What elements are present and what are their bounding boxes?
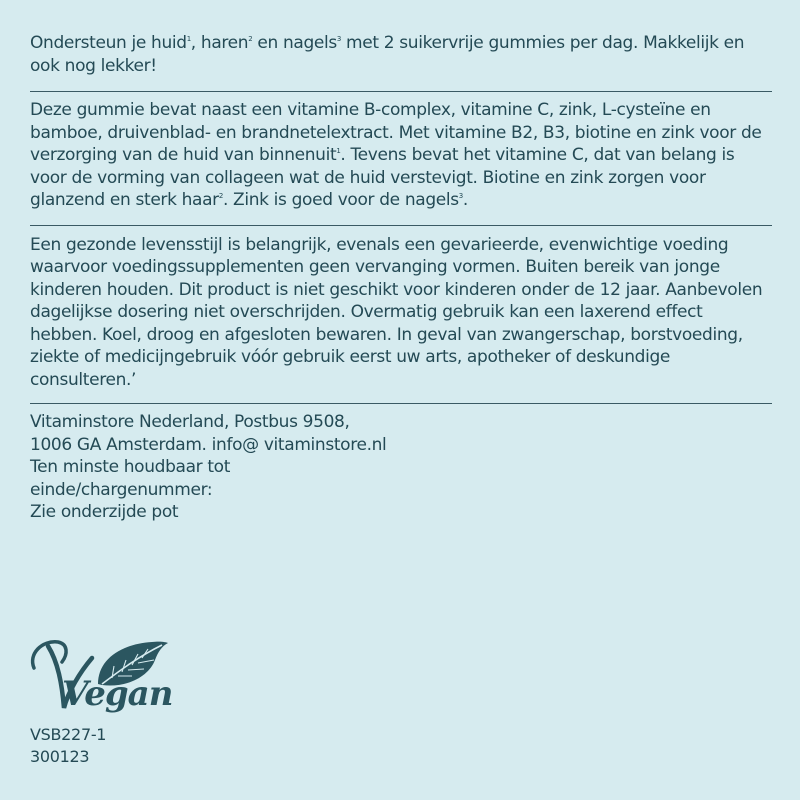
footnote-marker: 3 — [458, 192, 463, 200]
ingredients-text-4: . — [462, 190, 468, 210]
label-content — [30, 32, 772, 524]
footnote-marker: 1 — [186, 35, 191, 43]
intro-text-2: , haren — [190, 33, 249, 53]
divider — [30, 91, 772, 92]
ingredients-text-2: . Tevens bevat het vitamine C, dat van belang is voor de vorming van collageen wat de huid verstevigt. Biotine en zink zorgen voor glanzend en sterk haar — [30, 145, 735, 210]
location-note: Zie onderzijde pot — [30, 502, 179, 522]
intro-text-3: en nagels — [252, 33, 337, 53]
batch-label: einde/chargenummer: — [30, 479, 213, 500]
warnings-paragraph: Een gezonde levensstijl is belangrijk, evenals een gevarieerde, evenwichtige voeding waarvoor voedingssupplementen geen vervanging vormen. Buiten bereik van jonge kinderen houden. Dit product is niet geschikt voor kinderen onder de 12 jaar. Aanbevolen dagelijkse dosering niet overschrijden. Overmatig gebruik kan een laxerend effect hebben. Koel, droog en afgesloten bewaren. In geval van zwangerschap, borstvoeding, ziekte of medicijngebruik vóór gebruik eerst uw arts, apotheker of deskundige consulteren.’ — [30, 234, 763, 390]
address-line: 1006 GA Amsterdam. info@ vitaminstore.nl — [30, 434, 387, 455]
address-line: Vitaminstore Nederland, Postbus 9508, — [30, 412, 350, 432]
footnote-marker: 2 — [248, 35, 253, 43]
divider — [30, 403, 772, 404]
ingredients-text-1: Deze gummie bevat naast een vitamine B-complex, vitamine C, zink, L-cysteïne en bamboe, druivenblad- en brandnetelextract. Met vitamine B2, B3, biotine en zink voor de verzorging van de huid van binnenuit — [30, 100, 762, 165]
footnote-marker: 2 — [218, 192, 223, 200]
best-before-label: Ten minste houdbaar tot — [30, 457, 231, 477]
intro-paragraph — [30, 32, 772, 77]
product-codes — [30, 724, 106, 768]
ingredients-text-3: . Zink is goed voor de nagels — [222, 190, 459, 210]
intro-text-4: met 2 suikervrije gummies per dag. Makkelijk en ook nog lekker! — [30, 33, 745, 76]
vegan-logo-text: Vegan — [62, 674, 173, 714]
ingredients-paragraph — [30, 99, 772, 212]
footnote-marker: 3 — [336, 35, 341, 43]
vegan-logo — [28, 632, 173, 720]
intro-text-1: Ondersteun je huid — [30, 33, 187, 53]
batch-code: 300123 — [30, 747, 90, 766]
footnote-marker: 1 — [336, 147, 341, 155]
address-block — [30, 411, 772, 524]
divider — [30, 225, 772, 226]
product-code: VSB227-1 — [30, 725, 107, 744]
